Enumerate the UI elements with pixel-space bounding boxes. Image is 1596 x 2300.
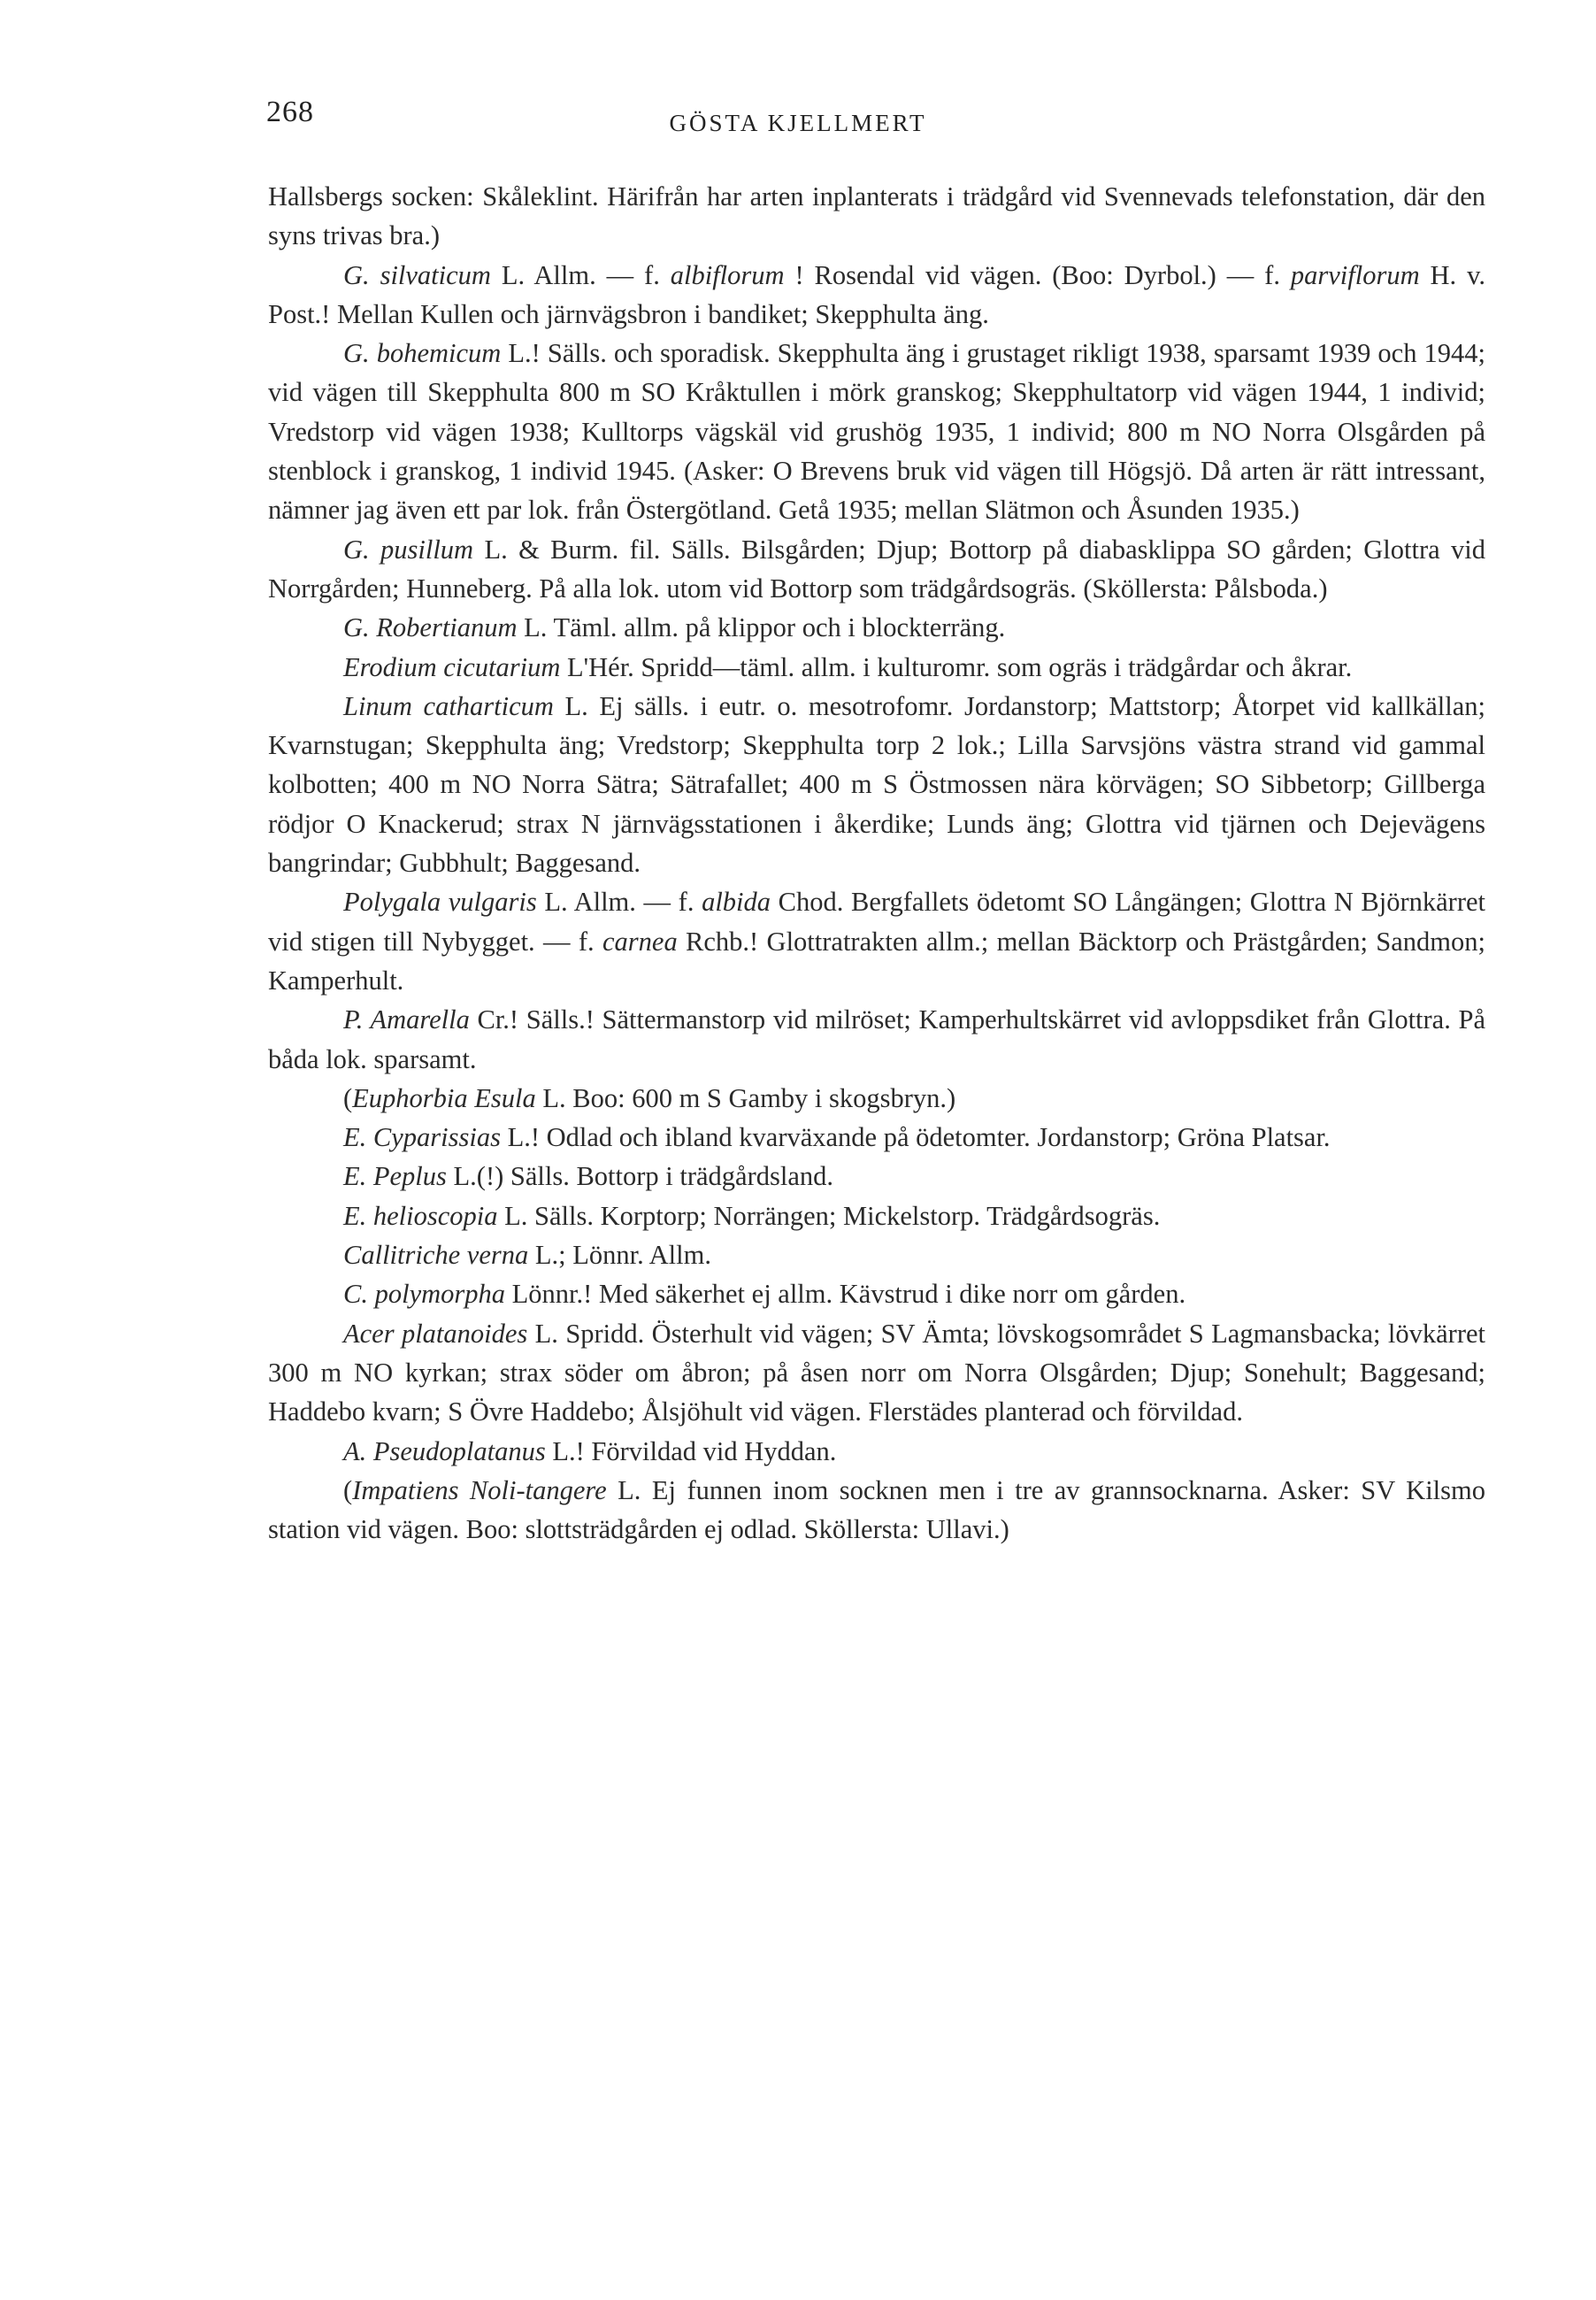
entry-text: Chod. Bergfallets ödetomt SO Långängen; Glottra N Björnkärret vid stigen till Nybygget. — f. [268,887,1485,957]
taxon-name: Erodium cicutarium [343,651,561,682]
taxon-name: G. bohemicum [343,338,502,369]
species-entry [268,1432,1485,1471]
entry-text: L'Hér. Spridd—täml. allm. i kulturomr. som ogräs i trädgårdar och åkrar. [560,651,1353,682]
species-entry [268,334,1485,529]
page-header [0,0,1596,177]
species-entry [268,1000,1485,1079]
entry-text: L. Allm. — f. [536,887,702,918]
entry-text: Cr.! Sälls.! Sättermanstorp vid milröset; Kamperhultskärret vid avloppsdiket från Glottra. På båda lok. sparsamt. [268,1004,1485,1074]
taxon-name: C. polymorpha [343,1279,505,1310]
species-entry [268,530,1485,609]
species-entry [268,1235,1485,1274]
entry-text: L.! Odlad och ibland kvarväxande på ödetomter. Jordanstorp; Gröna Platsar. [500,1122,1331,1153]
taxon-name: G. Robertianum [343,612,518,643]
entry-text: L. Ej sälls. i eutr. o. mesotrofomr. Jordanstorp; Mattstorp; Åtorpet vid kallkällan; Kvarnstugan; Skepphulta äng; Vredstorp; Skepphulta torp 2 lok.; Lilla Sarvsjöns västra strand vid gammal kolbotten; 400 m NO Norra Sätra; Sätrafallet; 400 m S Östmossen nära körvägen; SO Sibbetorp; Gillberga rödjor O Knackerud; strax N järnvägsstationen i åkerdike; Lunds äng; Glottra vid tjärnen och Dejevägens bangrindar; Gubbhult; Baggesand. [268,690,1485,879]
species-entry [268,648,1485,687]
entry-text: ( [343,1474,353,1505]
taxon-name: parviflorum [1290,259,1420,290]
entry-text: ! Rosendal vid vägen. (Boo: Dyrbol.) — f. [784,259,1291,290]
species-entry [268,1157,1485,1196]
taxon-name: G. pusillum [343,534,474,565]
entry-text: L. Ej funnen inom socknen men i tre av grannsocknarna. Asker: SV Kilsmo station vid vägen. Boo: slottsträdgården ej odlad. Sköllersta: Ullavi.) [268,1474,1485,1545]
entry-text: L. Täml. allm. på klippor och i blockterräng. [517,612,1006,643]
entry-text: L. Spridd. Österhult vid vägen; SV Ämta; lövskogsområdet S Lagmansbacka; lövkärret 300 m NO kyrkan; strax söder om åbron; på åsen norr om Norra Olsgården; Djup; Sonehult; Baggesand; Haddebo kvarn; S Övre Haddebo; Ålsjöhult vid vägen. Flerstädes planterad och förvildad. [268,1318,1485,1427]
taxon-name: albida [702,887,771,918]
page-number: 268 [266,96,314,128]
species-entry [268,608,1485,647]
taxon-name: carnea [602,926,678,957]
taxon-name: E. Cyparissias [343,1122,501,1153]
species-entry [268,1274,1485,1313]
species-entry [268,256,1485,335]
entry-text: L. Allm. — f. [490,259,671,290]
taxon-name: Callitriche verna [343,1240,529,1271]
taxon-name: albiflorum [670,259,785,290]
running-head: GÖSTA KJELLMERT [669,110,927,136]
entry-text: Hallsbergs socken: Skåleklint. Härifrån har arten inplanterats i trädgård vid Svennevads telefonstation, där den syns trivas bra.) [268,181,1485,251]
entry-text: L.! Förvildad vid Hyddan. [545,1435,837,1466]
taxon-name: A. Pseudoplatanus [343,1435,546,1466]
body-text [268,177,1485,1549]
taxon-name: Linum catharticum [343,690,554,721]
entry-text: L. Boo: 600 m S Gamby i skogsbryn.) [535,1082,956,1113]
entry-text: L.(!) Sälls. Bottorp i trädgårdsland. [446,1161,833,1192]
taxon-name: Impatiens Noli-tangere [352,1474,607,1505]
species-entry [268,882,1485,1000]
entry-text: L.! Sälls. och sporadisk. Skepphulta äng i grustaget rikligt 1938, sparsamt 1939 och 1944; vid vägen till Skepphulta 800 m SO Kråktullen i mörk granskog; Skepphultatorp vid vägen 1944, 1 individ; Vredstorp vid vägen 1938; Kulltorps vägskäl vid grushög 1935, 1 individ; 800 m NO Norra Olsgården på stenblock i granskog, 1 individ 1945. (Asker: O Brevens bruk vid vägen till Högsjö. Då arten är rätt intressant, nämner jag även ett par lok. från Östergötland. Getå 1935; mellan Slätmon och Åsunden 1935.) [268,338,1485,526]
taxon-name: P. Amarella [343,1004,470,1035]
species-entry [268,1079,1485,1118]
species-entry [268,1471,1485,1550]
taxon-name: E. helioscopia [343,1200,498,1231]
entry-text: Rchb.! Glottratrakten allm.; mellan Bäcktorp och Prästgården; Sandmon; Kamperhult. [268,926,1485,996]
entry-text: H. v. Post.! Mellan Kullen och järnvägsbron i bandiket; Skepphulta äng. [268,259,1485,329]
species-entry [268,1314,1485,1432]
taxon-name: Euphorbia Esula [352,1082,536,1113]
continuation-paragraph [268,177,1485,256]
species-entry [268,1196,1485,1235]
entry-text: L.; Lönnr. Allm. [528,1240,711,1271]
taxon-name: G. silvaticum [343,259,491,290]
entry-text: L. & Burm. fil. Sälls. Bilsgården; Djup; Bottorp på diabasklippa SO gården; Glottra vid Norrgården; Hunneberg. På alla lok. utom vid Bottorp som trädgårdsogräs. (Sköllersta: Pålsboda.) [268,534,1486,604]
taxon-name: Polygala vulgaris [343,887,537,918]
species-entry [268,1118,1485,1157]
entry-text: Lönnr.! Med säkerhet ej allm. Kävstrud i dike norr om gården. [505,1279,1186,1310]
taxon-name: Acer platanoides [343,1318,528,1349]
taxon-name: E. Peplus [343,1161,447,1192]
entry-text: L. Sälls. Korptorp; Norrängen; Mickelstorp. Trädgårdsogräs. [497,1200,1161,1231]
species-entry [268,687,1485,882]
entry-text: ( [343,1082,353,1113]
